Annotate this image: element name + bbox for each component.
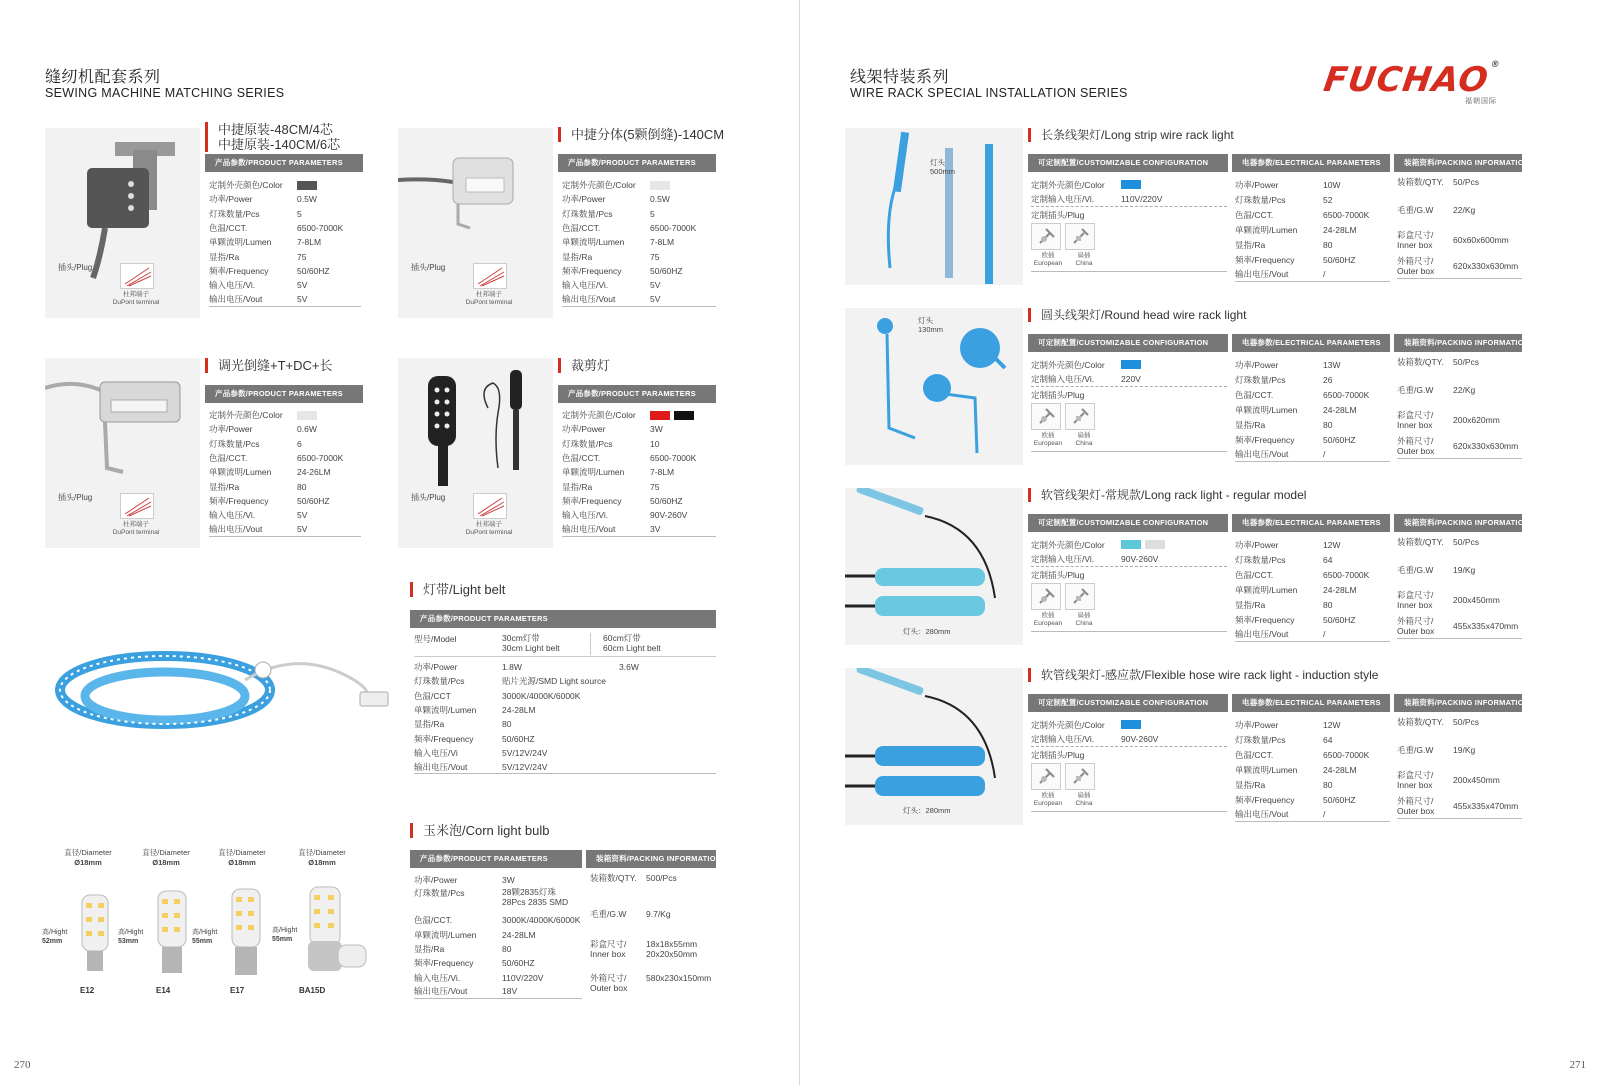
electrical-row: 频率/Frequency 50/60HZ: [1235, 794, 1356, 805]
electrical-row: 单颗流明/Lumen 24-28LM: [1235, 584, 1357, 595]
dupont-terminal-image: [473, 493, 507, 519]
spec-table-p3: 定制外壳颜色/Color 功率/Power 0.6W 灯珠数量/Pcs 6 色温/CCT. 6500-7000K 单颗流明/Lumen 24-26LM 显指/Ra 80 频率/Frequency 50/60HZ 输入电压/Vi. 5V 输出电压/Vout 5V: [209, 408, 361, 537]
logo-subtitle: 福朝国际: [1465, 98, 1497, 105]
color-swatch-black: [674, 411, 694, 420]
electrical-row: 色温/CCT. 6500-7000K: [1235, 209, 1370, 220]
packing-table-corn-bulb: 装箱数/QTY. 500/Pcs 毛重/G.W 9.7/Kg 彩盒尺寸/ Inner box 18x18x55mm 20x20x50mm 外箱尺寸/ Outer box 580x230x150mm: [590, 873, 712, 993]
plug-label: 插头/Plug: [411, 493, 446, 502]
plug-label: 插头/Plug: [411, 263, 446, 272]
dupont-terminal-image: [120, 493, 154, 519]
electrical-row: 色温/CCT. 6500-7000K: [1235, 749, 1370, 760]
config-table: 定制外壳颜色/Color 定制输入电压/Vi. 90V-260V 定制插头/Plug 欧插 European 扁插 China: [1031, 717, 1227, 812]
electrical-row: 色温/CCT. 6500-7000K: [1235, 569, 1370, 580]
product-title: 调光倒缝+T+DC+长: [205, 358, 333, 373]
electrical-header: 电器参数/ELECTRICAL PARAMETERS: [1232, 334, 1390, 352]
electrical-row: 功率/Power 12W: [1235, 719, 1341, 730]
dupont-caption: 杜邦端子 DuPont terminal: [112, 521, 160, 536]
bulb-height: 高/Hight 53mm: [118, 929, 144, 945]
electrical-table: [1235, 177, 1390, 282]
color-swatch: [1121, 540, 1141, 549]
spec-table-p4: 定制外壳颜色/Color 功率/Power 3W 灯珠数量/Pcs 10 色温/CCT. 6500-7000K 单颗流明/Lumen 7-8LM 显指/Ra 75 频率/Frequency 50/60HZ 输入电压/Vi. 90V-260V 输出电压/Vout 3V: [562, 408, 716, 537]
lamp-length-note: 灯头：280mm: [903, 627, 951, 636]
color-swatch: [1121, 720, 1141, 729]
electrical-header: 电器参数/ELECTRICAL PARAMETERS: [1232, 694, 1390, 712]
european-plug-icon: [1031, 403, 1061, 430]
param-header: 产品参数/PRODUCT PARAMETERS: [205, 154, 363, 172]
color-swatch-2: [1145, 540, 1165, 549]
electrical-row: 单颗流明/Lumen 24-28LM: [1235, 224, 1357, 235]
electrical-row: 显指/Ra 80: [1235, 599, 1333, 610]
dupont-caption: 杜邦端子 DuPont terminal: [465, 291, 513, 306]
product-title: 软管线架灯-感应款/Flexible hose wire rack light - induction style: [1028, 668, 1378, 682]
electrical-row: 灯珠数量/Pcs 26: [1235, 374, 1333, 385]
electrical-row: 灯珠数量/Pcs 64: [1235, 554, 1333, 565]
packing-header: 装箱资料/PACKING INFORMATION: [1394, 514, 1522, 532]
packing-table: 装箱数/QTY. 50/Pcs 毛重/G.W 22/Kg 彩盒尺寸/ Inner box 200x620mm 外箱尺寸/ Outer box 620x330x630mm: [1397, 357, 1522, 459]
spec-table-p1: 定制外壳颜色/Color 功率/Power 0.5W 灯珠数量/Pcs 5 色温/CCT. 6500-7000K 单颗流明/Lumen 7-8LM 显指/Ra 75 频率/Frequency 50/60HZ 输入电压/Vi. 5V 输出电压/Vout 5V: [209, 178, 361, 307]
config-header: 可定制配置/CUSTOMIZABLE CONFIGURATION: [1028, 154, 1228, 172]
config-header: 可定制配置/CUSTOMIZABLE CONFIGURATION: [1028, 694, 1228, 712]
electrical-table: [1235, 537, 1390, 642]
product-photo-hose-regular: [845, 488, 1023, 645]
electrical-row: 显指/Ra 80: [1235, 239, 1333, 250]
electrical-header: 电器参数/ELECTRICAL PARAMETERS: [1232, 154, 1390, 172]
product-title: 软管线架灯-常规款/Long rack light - regular model: [1028, 488, 1306, 502]
electrical-row: 输出电压/Vout /: [1235, 627, 1390, 642]
electrical-row: 功率/Power 12W: [1235, 539, 1341, 550]
config-table: 定制外壳颜色/Color 定制输入电压/Vi. 90V-260V 定制插头/Plug 欧插 European 扁插 China: [1031, 537, 1227, 632]
config-table: 定制外壳颜色/Color 定制输入电压/Vi. 110V/220V 定制插头/Plug 欧插 European 扁插 China: [1031, 177, 1227, 272]
china-plug-icon: [1065, 223, 1095, 250]
series-title-en: SEWING MACHINE MATCHING SERIES: [45, 86, 285, 100]
light-belt-image: [45, 620, 395, 760]
series-title-cn: 线架特装系列: [850, 69, 950, 86]
packing-header: 装箱资料/PACKING INFORMATION: [586, 850, 716, 868]
color-swatch: [297, 181, 317, 190]
china-plug-icon: [1065, 583, 1095, 610]
bulb-name: E12: [80, 986, 95, 995]
packing-header: 装箱资料/PACKING INFORMATION: [1394, 154, 1522, 172]
param-header: 产品参数/PRODUCT PARAMETERS: [410, 610, 716, 628]
electrical-row: 灯珠数量/Pcs 64: [1235, 734, 1333, 745]
product-title: 中捷分体(5颗倒缝)-140CM: [558, 127, 724, 142]
product-photo-light-belt: [45, 620, 395, 760]
param-header: 产品参数/PRODUCT PARAMETERS: [558, 385, 716, 403]
product-title: 圆头线架灯/Round head wire rack light: [1028, 308, 1246, 322]
series-title-en: WIRE RACK SPECIAL INSTALLATION SERIES: [850, 86, 1128, 100]
packing-table: 装箱数/QTY. 50/Pcs 毛重/G.W 22/Kg 彩盒尺寸/ Inner box 60x60x600mm 外箱尺寸/ Outer box 620x330x630mm: [1397, 177, 1522, 279]
electrical-row: 功率/Power 13W: [1235, 359, 1341, 370]
bulb-height: 高/Hight 52mm: [42, 929, 68, 945]
product-title: 裁剪灯: [558, 358, 610, 373]
config-header: 可定制配置/CUSTOMIZABLE CONFIGURATION: [1028, 334, 1228, 352]
electrical-row: 频率/Frequency 50/60HZ: [1235, 614, 1356, 625]
electrical-row: 显指/Ra 80: [1235, 779, 1333, 790]
dupont-caption: 杜邦端子 DuPont terminal: [112, 291, 160, 306]
product-photo-hose-induction: [845, 668, 1023, 825]
electrical-row: 功率/Power 10W: [1235, 179, 1341, 190]
electrical-row: 显指/Ra 80: [1235, 419, 1333, 430]
spec-table-corn-bulb: 功率/Power 3W 灯珠数量/Pcs 28颗2835灯珠 28Pcs 2835 SMD 色温/CCT. 3000K/4000K/6000K 单颗流明/Lumen 24-28LM 显指/Ra 80 频率/Frequency 50/60HZ 输入电压/Vi. 110V/220V 输出电压/Vout 18V: [414, 873, 582, 999]
packing-table: 装箱数/QTY. 50/Pcs 毛重/G.W 19/Kg 彩盒尺寸/ Inner box 200x450mm 外箱尺寸/ Outer box 455x335x470mm: [1397, 537, 1522, 639]
packing-table: 装箱数/QTY. 50/Pcs 毛重/G.W 19/Kg 彩盒尺寸/ Inner box 200x450mm 外箱尺寸/ Outer box 455x335x470mm: [1397, 717, 1522, 819]
bulb-name: E14: [156, 986, 171, 995]
plug-label: 插头/Plug: [58, 263, 93, 272]
page-number: 270: [14, 1059, 31, 1071]
dupont-terminal-image: [473, 263, 507, 289]
packing-header: 装箱资料/PACKING INFORMATION: [1394, 694, 1522, 712]
right-page: [800, 0, 1600, 1085]
european-plug-icon: [1031, 763, 1061, 790]
european-plug-icon: [1031, 223, 1061, 250]
color-swatch: [1121, 360, 1141, 369]
config-table: 定制外壳颜色/Color 定制输入电压/Vi. 220V 定制插头/Plug 欧插 European 扁插 China: [1031, 357, 1227, 452]
hose-light-regular-image: [845, 488, 1023, 645]
long-strip-light-image: [845, 128, 1023, 285]
color-swatch: [1121, 180, 1141, 189]
bulb-e12-image: [82, 895, 108, 971]
electrical-row: 频率/Frequency 50/60HZ: [1235, 434, 1356, 445]
lamp-length-note: 灯头 130mm: [918, 316, 944, 334]
page-number: 271: [1569, 1059, 1586, 1071]
bulb-name: BA15D: [299, 986, 326, 995]
color-swatch-red: [650, 411, 670, 420]
electrical-row: 色温/CCT. 6500-7000K: [1235, 389, 1370, 400]
color-swatch: [650, 181, 670, 190]
series-title-cn: 缝纫机配套系列: [45, 69, 161, 86]
electrical-row: 灯珠数量/Pcs 52: [1235, 194, 1333, 205]
electrical-row: 输出电压/Vout /: [1235, 267, 1390, 282]
product-title: 灯带/Light belt: [410, 582, 505, 597]
product-title: 玉米泡/Corn light bulb: [410, 823, 549, 838]
dupont-terminal-image: [120, 263, 154, 289]
bulb-diameter: 直径/Diameter Ø18mm: [218, 848, 266, 867]
fuchao-logo: FUCHAO®: [1321, 60, 1502, 100]
china-plug-icon: [1065, 763, 1095, 790]
electrical-row: 输出电压/Vout /: [1235, 807, 1390, 822]
bulb-diameter: 直径/Diameter Ø18mm: [64, 848, 112, 867]
packing-header: 装箱资料/PACKING INFORMATION: [1394, 334, 1522, 352]
european-plug-icon: [1031, 583, 1061, 610]
bulb-diameter: 直径/Diameter Ø18mm: [142, 848, 190, 867]
lamp-length-note: 灯头：280mm: [903, 806, 951, 815]
electrical-row: 单颗流明/Lumen 24-28LM: [1235, 404, 1357, 415]
config-header: 可定制配置/CUSTOMIZABLE CONFIGURATION: [1028, 514, 1228, 532]
bulb-height: 高/Hight 55mm: [272, 927, 298, 943]
param-header: 产品参数/PRODUCT PARAMETERS: [205, 385, 363, 403]
product-title: 中捷原装-48CM/4芯 中捷原装-140CM/6芯: [205, 122, 340, 152]
china-plug-icon: [1065, 403, 1095, 430]
bulb-name: E17: [230, 986, 245, 995]
electrical-table: [1235, 717, 1390, 822]
electrical-table: [1235, 357, 1390, 462]
bulb-diameter: 直径/Diameter Ø18mm: [298, 848, 346, 867]
lamp-length-note: 灯头 500mm: [930, 158, 956, 176]
dupont-caption: 杜邦端子 DuPont terminal: [465, 521, 513, 536]
bulb-height: 高/Hight 55mm: [192, 929, 218, 945]
bulb-e14-image: [158, 891, 186, 973]
spec-table-light-belt: 型号/Model 30cm灯带 30cm Light belt 60cm灯带 60cm Light belt 功率/Power 1.8W 3.6W 灯珠数量/Pcs 贴片光源/SMD Light source 色温/CCT 3000K/4000K/6000K 单颗流明/Lumen 24-28LM 显指/Ra 80 频率/Frequency 50/60HZ 输入电压/Vi 5V/12V/24V 输出电压/Vout 5V/12V/24V: [414, 633, 716, 774]
plug-label: 插头/Plug: [58, 493, 93, 502]
color-swatch: [297, 411, 317, 420]
electrical-header: 电器参数/ELECTRICAL PARAMETERS: [1232, 514, 1390, 532]
bulb-e17-image: [232, 889, 260, 975]
spec-table-p2: 定制外壳颜色/Color 功率/Power 0.5W 灯珠数量/Pcs 5 色温/CCT. 6500-7000K 单颗流明/Lumen 7-8LM 显指/Ra 75 频率/Frequency 50/60HZ 输入电压/Vi. 5V 输出电压/Vout 5V: [562, 178, 716, 307]
electrical-row: 频率/Frequency 50/60HZ: [1235, 254, 1356, 265]
bulb-ba15d-image: [308, 887, 366, 971]
hose-light-induction-image: [845, 668, 1023, 825]
product-photo-long-strip: [845, 128, 1023, 285]
param-header: 产品参数/PRODUCT PARAMETERS: [410, 850, 582, 868]
electrical-row: 单颗流明/Lumen 24-28LM: [1235, 764, 1357, 775]
product-title: 长条线架灯/Long strip wire rack light: [1028, 128, 1234, 142]
electrical-row: 输出电压/Vout /: [1235, 447, 1390, 462]
param-header: 产品参数/PRODUCT PARAMETERS: [558, 154, 716, 172]
